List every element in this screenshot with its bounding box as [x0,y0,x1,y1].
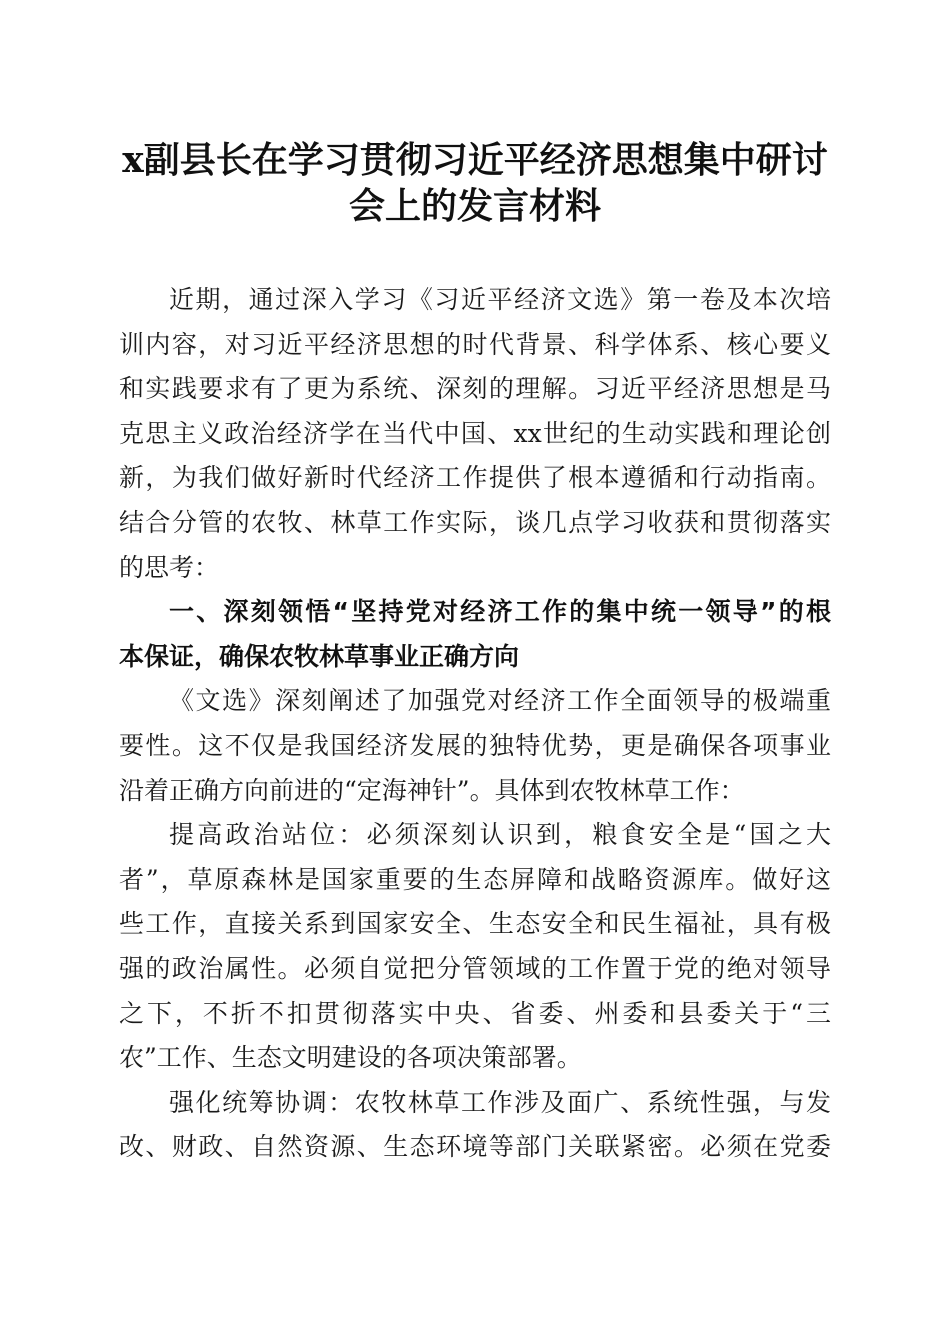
paragraph-wenxuan [119,679,831,813]
paragraph-political-stance [119,813,831,1081]
heading-line: 一、深刻领悟“坚持党对经济工作的集中统一领导”的根 [169,597,831,627]
text-line: 强化统筹协调：农牧林草工作涉及面广、系统性强，与发 [169,1087,831,1117]
text-line: 新，为我们做好新时代经济工作提供了根本遵循和行动指南。 [119,463,831,493]
paragraph-intro [119,278,831,590]
text-line: 训内容，对习近平经济思想的时代背景、科学体系、核心要义 [119,329,831,359]
section-heading-1 [119,590,831,679]
document-body [119,278,831,1170]
paragraph-coordination [119,1081,831,1170]
text-line: 沿着正确方向前进的“定海神针”。具体到农牧林草工作： [119,775,745,805]
text-line: 之下，不折不扣贯彻落实中央、省委、州委和县委关于“三 [119,998,831,1028]
text-line: 克思主义政治经济学在当代中国、xx世纪的生动实践和理论创 [119,418,831,448]
text-line: 些工作，直接关系到国家安全、生态安全和民生福祉，具有极 [119,909,831,939]
text-line: 改、财政、自然资源、生态环境等部门关联紧密。必须在党委 [119,1132,831,1162]
title-line-1: x副县长在学习贯彻习近平经济思想集中研讨 [122,139,828,181]
text-line: 近期，通过深入学习《习近平经济文选》第一卷及本次培 [169,285,831,314]
title-line-2: 会上的发言材料 [348,185,601,227]
text-line: 《文选》深刻阐述了加强党对经济工作全面领导的极端重 [169,686,831,716]
text-line: 要性。这不仅是我国经济发展的独特优势，更是确保各项事业 [119,730,831,760]
text-line: 者”，草原森林是国家重要的生态屏障和战略资源库。做好这 [119,864,831,894]
heading-line: 本保证，确保农牧林草事业正确方向 [119,641,520,671]
text-line: 结合分管的农牧、林草工作实际，谈几点学习收获和贯彻落实 [119,507,831,537]
text-line: 提高政治站位：必须深刻认识到，粮食安全是“国之大 [169,820,831,850]
document-title [110,137,840,229]
text-line: 的思考： [119,552,220,582]
text-line: 农”工作、生态文明建设的各项决策部署。 [119,1043,582,1073]
text-line: 强的政治属性。必须自觉把分管领域的工作置于党的绝对领导 [119,953,831,983]
text-line: 和实践要求有了更为系统、深刻的理解。习近平经济思想是马 [119,374,831,404]
